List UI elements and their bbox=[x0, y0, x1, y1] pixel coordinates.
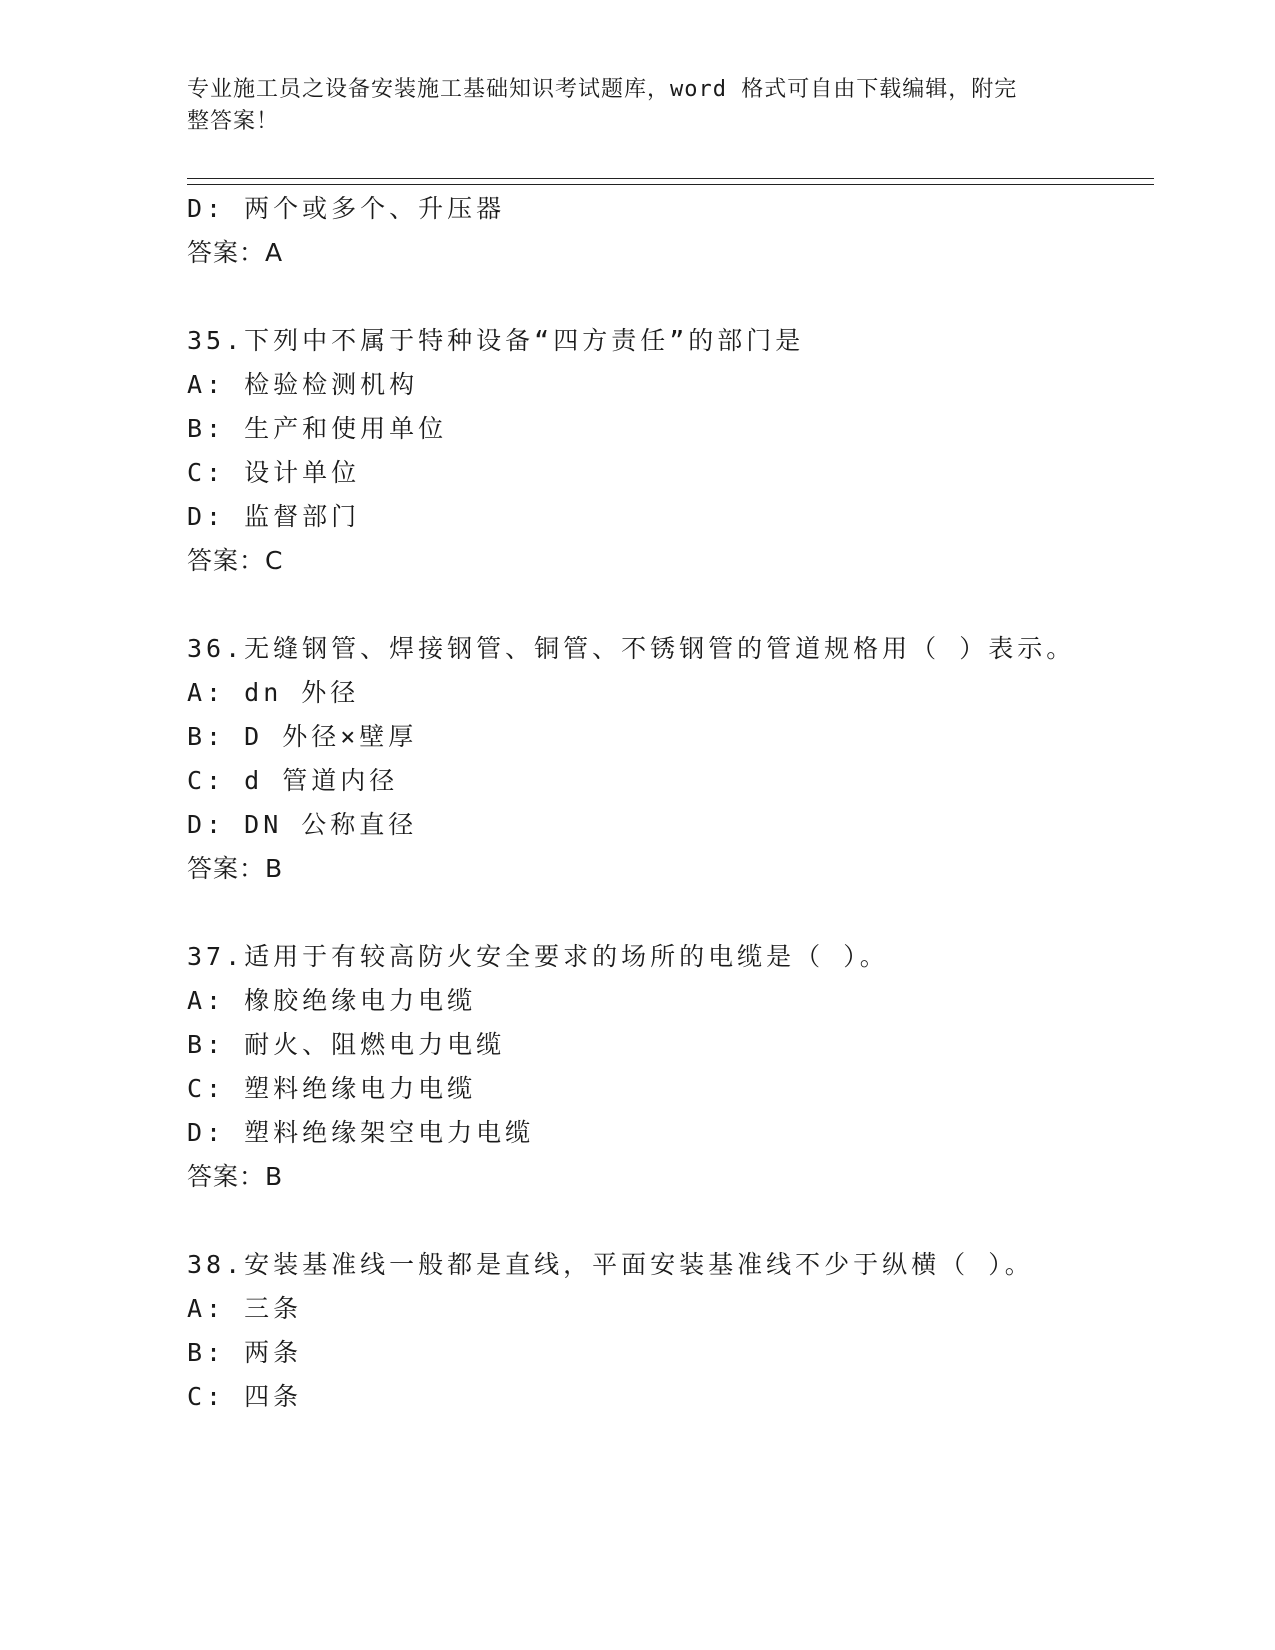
q38-option-a: A: 三条 bbox=[187, 1294, 303, 1323]
q35-option-b: B: 生产和使用单位 bbox=[187, 414, 448, 443]
q35-option-a: A: 检验检测机构 bbox=[187, 370, 419, 399]
header-divider-top bbox=[187, 178, 1154, 179]
q36-answer: 答案：B bbox=[187, 854, 284, 883]
q37-option-d: D: 塑料绝缘架空电力电缆 bbox=[187, 1118, 535, 1147]
q36-question: 36.无缝钢管、焊接钢管、铜管、不锈钢管的管道规格用（ ）表示。 bbox=[187, 634, 1076, 663]
header-text-line2: 整答案！ bbox=[187, 109, 280, 134]
q38-option-b: B: 两条 bbox=[187, 1338, 303, 1367]
q35-option-c: C: 设计单位 bbox=[187, 458, 361, 487]
q35-option-d: D: 监督部门 bbox=[187, 502, 361, 531]
q36-option-d: D: DN 公称直径 bbox=[187, 810, 418, 839]
q36-option-a: A: dn 外径 bbox=[187, 678, 360, 707]
q38-question: 38.安装基准线一般都是直线，平面安装基准线不少于纵横（ ）。 bbox=[187, 1250, 1034, 1279]
q34-option-d: D: 两个或多个、升压器 bbox=[187, 194, 506, 223]
q36-option-c: C: d 管道内径 bbox=[187, 766, 399, 795]
q37-option-c: C: 塑料绝缘电力电缆 bbox=[187, 1074, 477, 1103]
q37-option-a: A: 橡胶绝缘电力电缆 bbox=[187, 986, 477, 1015]
q37-option-b: B: 耐火、阻燃电力电缆 bbox=[187, 1030, 506, 1059]
q35-question: 35.下列中不属于特种设备“四方责任”的部门是 bbox=[187, 326, 805, 355]
q36-option-b: B: D 外径×壁厚 bbox=[187, 722, 418, 751]
q38-option-c: C: 四条 bbox=[187, 1382, 303, 1411]
header-divider-bottom bbox=[187, 184, 1154, 185]
q37-question: 37.适用于有较高防火安全要求的场所的电缆是（ ）。 bbox=[187, 942, 889, 971]
header-text-line1: 专业施工员之设备安装施工基础知识考试题库，word 格式可自由下载编辑，附完 bbox=[187, 77, 1018, 102]
q34-answer: 答案：A bbox=[187, 238, 284, 267]
q37-answer: 答案：B bbox=[187, 1162, 284, 1191]
document-header bbox=[187, 74, 1067, 138]
q35-answer: 答案：C bbox=[187, 546, 284, 575]
